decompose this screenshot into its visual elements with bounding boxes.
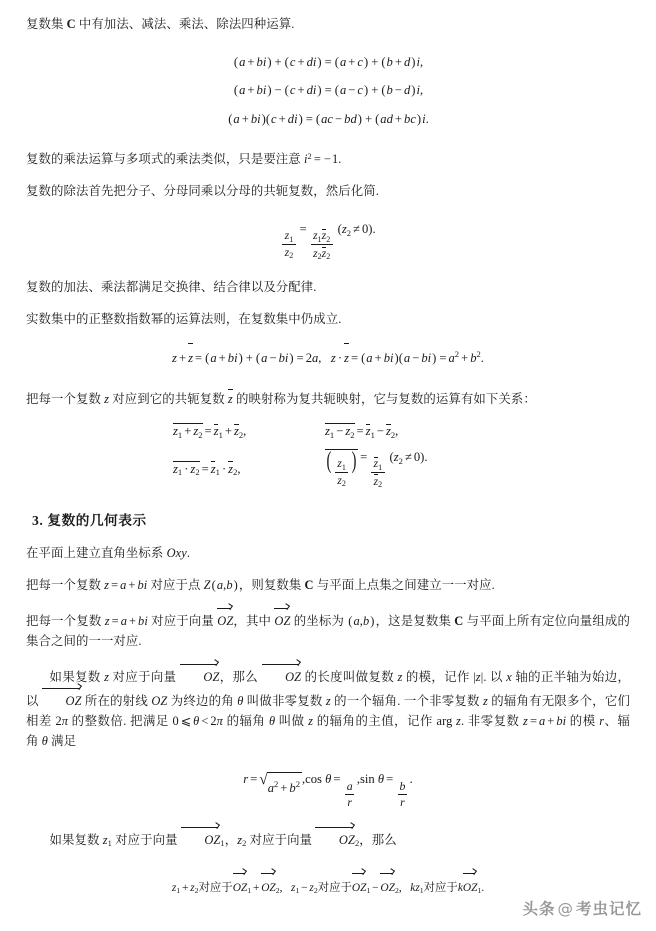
equation-block-division	[26, 215, 630, 260]
equation-division: $\frac{z_1}{z_2}$ = $\frac{z_1z_2}{z_2z_2}$ $(z_2 \ne 0)$.	[26, 215, 630, 260]
equation-block-conjugate-basic	[26, 343, 630, 372]
equation-subtraction: (a + bi) − (c + di) = (a − c) + (b − d)i,	[233, 83, 424, 98]
watermark	[522, 897, 642, 919]
equation-conjugate-of-difference: $z_1 - z_2 = z_1 - z_2$,	[325, 424, 399, 440]
equation-conjugate-sum-product: z + z = (a + bi) + (a − bi) = 2a, $z \cdot z = (a + bi)(a - bi) = a^2 + b^2$.	[26, 343, 630, 372]
paragraph-operation-laws: 复数的加法、乘法都满足交换律、结合律以及分配律.	[26, 279, 317, 294]
paragraph-division-note: 复数的除法首先把分子、分母同乘以分母的共轭复数，然后化简.	[26, 184, 379, 199]
equation-block-polar	[26, 765, 630, 809]
paragraph-operations-intro: 复数集 C 中有加法、减法、乘法、除法四种运算.	[26, 17, 295, 31]
equation-vector-operations: $z_1 + z_2$对应于$OZ_1 + OZ_2$, $z_1 - z_2$对应于$OZ_1 - OZ_2$, $kz_1$对应于kOZ$_1$.	[26, 872, 630, 902]
section-heading-3: 3. 复数的几何表示	[32, 512, 147, 528]
equation-row-conjugate-multiplicative	[173, 449, 483, 488]
paragraph-modulus-argument: 如果复数 z 对应于向量 OZ，那么 OZ 的长度叫做复数 z 的模，记作 |z|. 以 x 轴的正半轴为始边，以 OZ 所在的射线 OZ 为终边的角 θ 叫做非零复数 z 的一个辐角. 一个非零复数 z 的辐角有无限多个，它们相差 2π 的整数倍. 把满足 0 ⩽ θ < 2π 的辐角 θ 叫做 z 的辐角的主值，记作 arg z. 非零复数 z = a + bi 的模 r、辐角 θ 满足	[26, 663, 630, 751]
paragraph-conjugate-map: 把每一个复数 z 对应到它的共轭复数 z 的映射称为复共轭映射，它与复数的运算有如下关系：	[26, 388, 630, 409]
watermark-prefix: 头条	[522, 900, 556, 918]
paragraph-vector-correspondence: 把每一个复数 z = a + bi 对应于向量 OZ，其中 OZ 的坐标为 (a,b)，这是复数集 C 与平面上所有定位向量组成的集合之间的一一对应.	[26, 607, 630, 651]
paragraph-power-law: 实数集中的正整数指数幂的运算法则，在复数集中仍成立.	[26, 311, 342, 326]
paragraph-multiplication-note: 复数的乘法运算与多项式的乘法类似，只是要注意 $i^2 = -1$.	[26, 150, 342, 167]
equation-row-conjugate-additive	[173, 423, 483, 439]
paragraph-vector-operations-intro: 如果复数 $z_1$ 对应于向量 $OZ_1$，$z_2$ 对应于向量 $OZ_2$，那么	[26, 826, 630, 850]
equation-conjugate-of-sum: $z_1 + z_2 = z_1 + z_2$,	[173, 424, 247, 440]
equation-block-arithmetic	[26, 48, 630, 133]
equation-conjugate-of-quotient: ( $\frac{z_1}{z_2}$ ) = $\frac{z_1}{z_2}$ $(z_2 \ne 0)$.	[326, 448, 428, 490]
equation-multiplication: (a + bi)(c + di) = (ac − bd) + (ad + bc)i.	[228, 111, 429, 126]
paragraph-coordinate-system: 在平面上建立直角坐标系 Oxy.	[26, 545, 191, 560]
equation-polar-form: r = √ $a^2 + b^2$ ,cos θ = $\frac{a}{r}$ ,sin θ = $\frac{b}{r}$ .	[243, 770, 413, 810]
equation-conjugate-of-product: $z_1 \cdot z_2 = z_1 \cdot z_2$,	[173, 461, 241, 478]
watermark-handle: 考虫记忆	[575, 900, 642, 918]
equation-addition: (a + bi) + (c + di) = (a + c) + (b + d)i,	[233, 55, 424, 70]
symbol-complex-set: C	[66, 17, 76, 31]
paragraph-point-correspondence: 把每一个复数 z = a + bi 对应于点 Z(a,b)，则复数集 C 与平面上点集之间建立一一对应.	[26, 577, 495, 592]
watermark-at-sign: @	[557, 900, 574, 918]
equation-block-conjugate-rules	[26, 423, 630, 488]
